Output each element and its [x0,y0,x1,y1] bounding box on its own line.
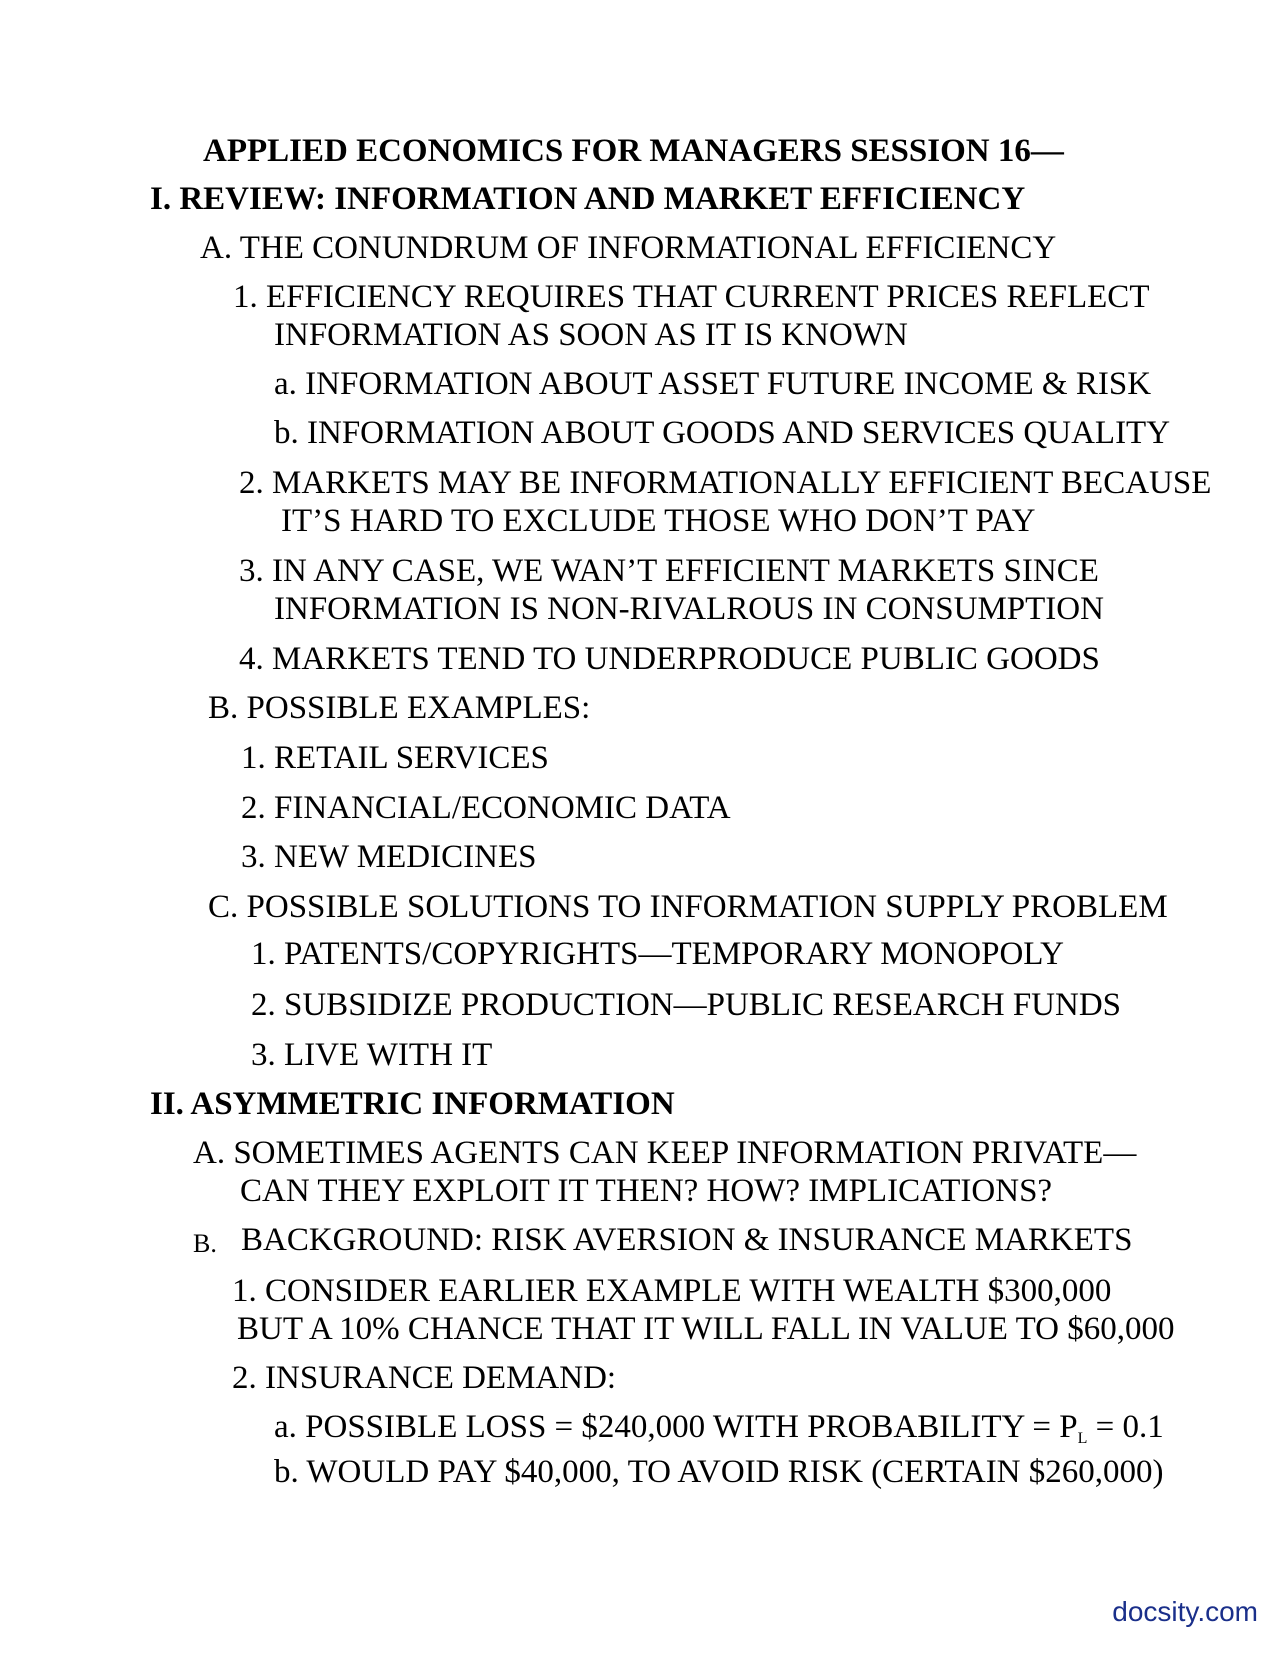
section-1b-item-3: 3. NEW MEDICINES [241,839,537,875]
section-1c-heading: C. POSSIBLE SOLUTIONS TO INFORMATION SUPPLY PROBLEM [208,889,1168,925]
section-2a-line-1: A. SOMETIMES AGENTS CAN KEEP INFORMATION PRIVATE— [193,1135,1137,1171]
section-2-heading: II. ASYMMETRIC INFORMATION [150,1086,675,1122]
page-title: APPLIED ECONOMICS FOR MANAGERS SESSION 16— [203,133,1064,169]
section-1a-item-3-line-1: 3. IN ANY CASE, WE WAN’T EFFICIENT MARKETS SINCE [239,553,1099,589]
docsity-watermark: docsity.com [1112,1596,1258,1627]
section-2b-item-2: 2. INSURANCE DEMAND: [232,1360,617,1396]
section-1c-item-1: 1. PATENTS/COPYRIGHTS—TEMPORARY MONOPOLY [251,936,1064,972]
section-1a-item-1-line-1: 1. EFFICIENCY REQUIRES THAT CURRENT PRICES REFLECT [233,279,1150,315]
section-2a-line-2: CAN THEY EXPLOIT IT THEN? HOW? IMPLICATIONS? [240,1173,1053,1209]
section-1a-item-1a: a. INFORMATION ABOUT ASSET FUTURE INCOME & RISK [274,366,1152,402]
section-1a-heading: A. THE CONUNDRUM OF INFORMATIONAL EFFICIENCY [200,230,1057,266]
section-2b-item-2a-text: a. POSSIBLE LOSS = $240,000 WITH PROBABILITY = P [274,1409,1078,1445]
section-1b-heading: B. POSSIBLE EXAMPLES: [208,690,591,726]
section-1b-item-1: 1. RETAIL SERVICES [241,740,549,776]
section-1a-item-1-line-2: INFORMATION AS SOON AS IT IS KNOWN [274,317,908,353]
section-2b-item-1-line-1: 1. CONSIDER EARLIER EXAMPLE WITH WEALTH $300,000 [232,1273,1112,1309]
section-2b-letter: B. [193,1229,217,1258]
section-2b-item-2b: b. WOULD PAY $40,000, TO AVOID RISK (CERTAIN $260,000) [274,1454,1164,1490]
section-2b-item-2a [274,1408,1164,1452]
section-1-heading: I. REVIEW: INFORMATION AND MARKET EFFICIENCY [150,181,1026,217]
section-1a-item-1b: b. INFORMATION ABOUT GOODS AND SERVICES QUALITY [274,415,1171,451]
section-1a-item-2-line-2: IT’S HARD TO EXCLUDE THOSE WHO DON’T PAY [281,503,1036,539]
section-1a-item-2-line-1: 2. MARKETS MAY BE INFORMATIONALLY EFFICIENT BECAUSE [239,465,1212,501]
section-1c-item-2: 2. SUBSIDIZE PRODUCTION—PUBLIC RESEARCH FUNDS [251,987,1122,1023]
section-1a-item-3-line-2: INFORMATION IS NON-RIVALROUS IN CONSUMPTION [274,591,1104,627]
probability-subscript: L [1077,1430,1088,1447]
section-1a-item-4: 4. MARKETS TEND TO UNDERPRODUCE PUBLIC GOODS [239,641,1100,677]
section-1b-item-2: 2. FINANCIAL/ECONOMIC DATA [241,790,731,826]
section-1c-item-3: 3. LIVE WITH IT [251,1037,493,1073]
section-2b-heading: BACKGROUND: RISK AVERSION & INSURANCE MARKETS [241,1222,1133,1258]
section-2b-item-2a-value: = 0.1 [1087,1409,1164,1445]
section-2b-item-1-line-2: BUT A 10% CHANCE THAT IT WILL FALL IN VALUE TO $60,000 [237,1311,1175,1347]
